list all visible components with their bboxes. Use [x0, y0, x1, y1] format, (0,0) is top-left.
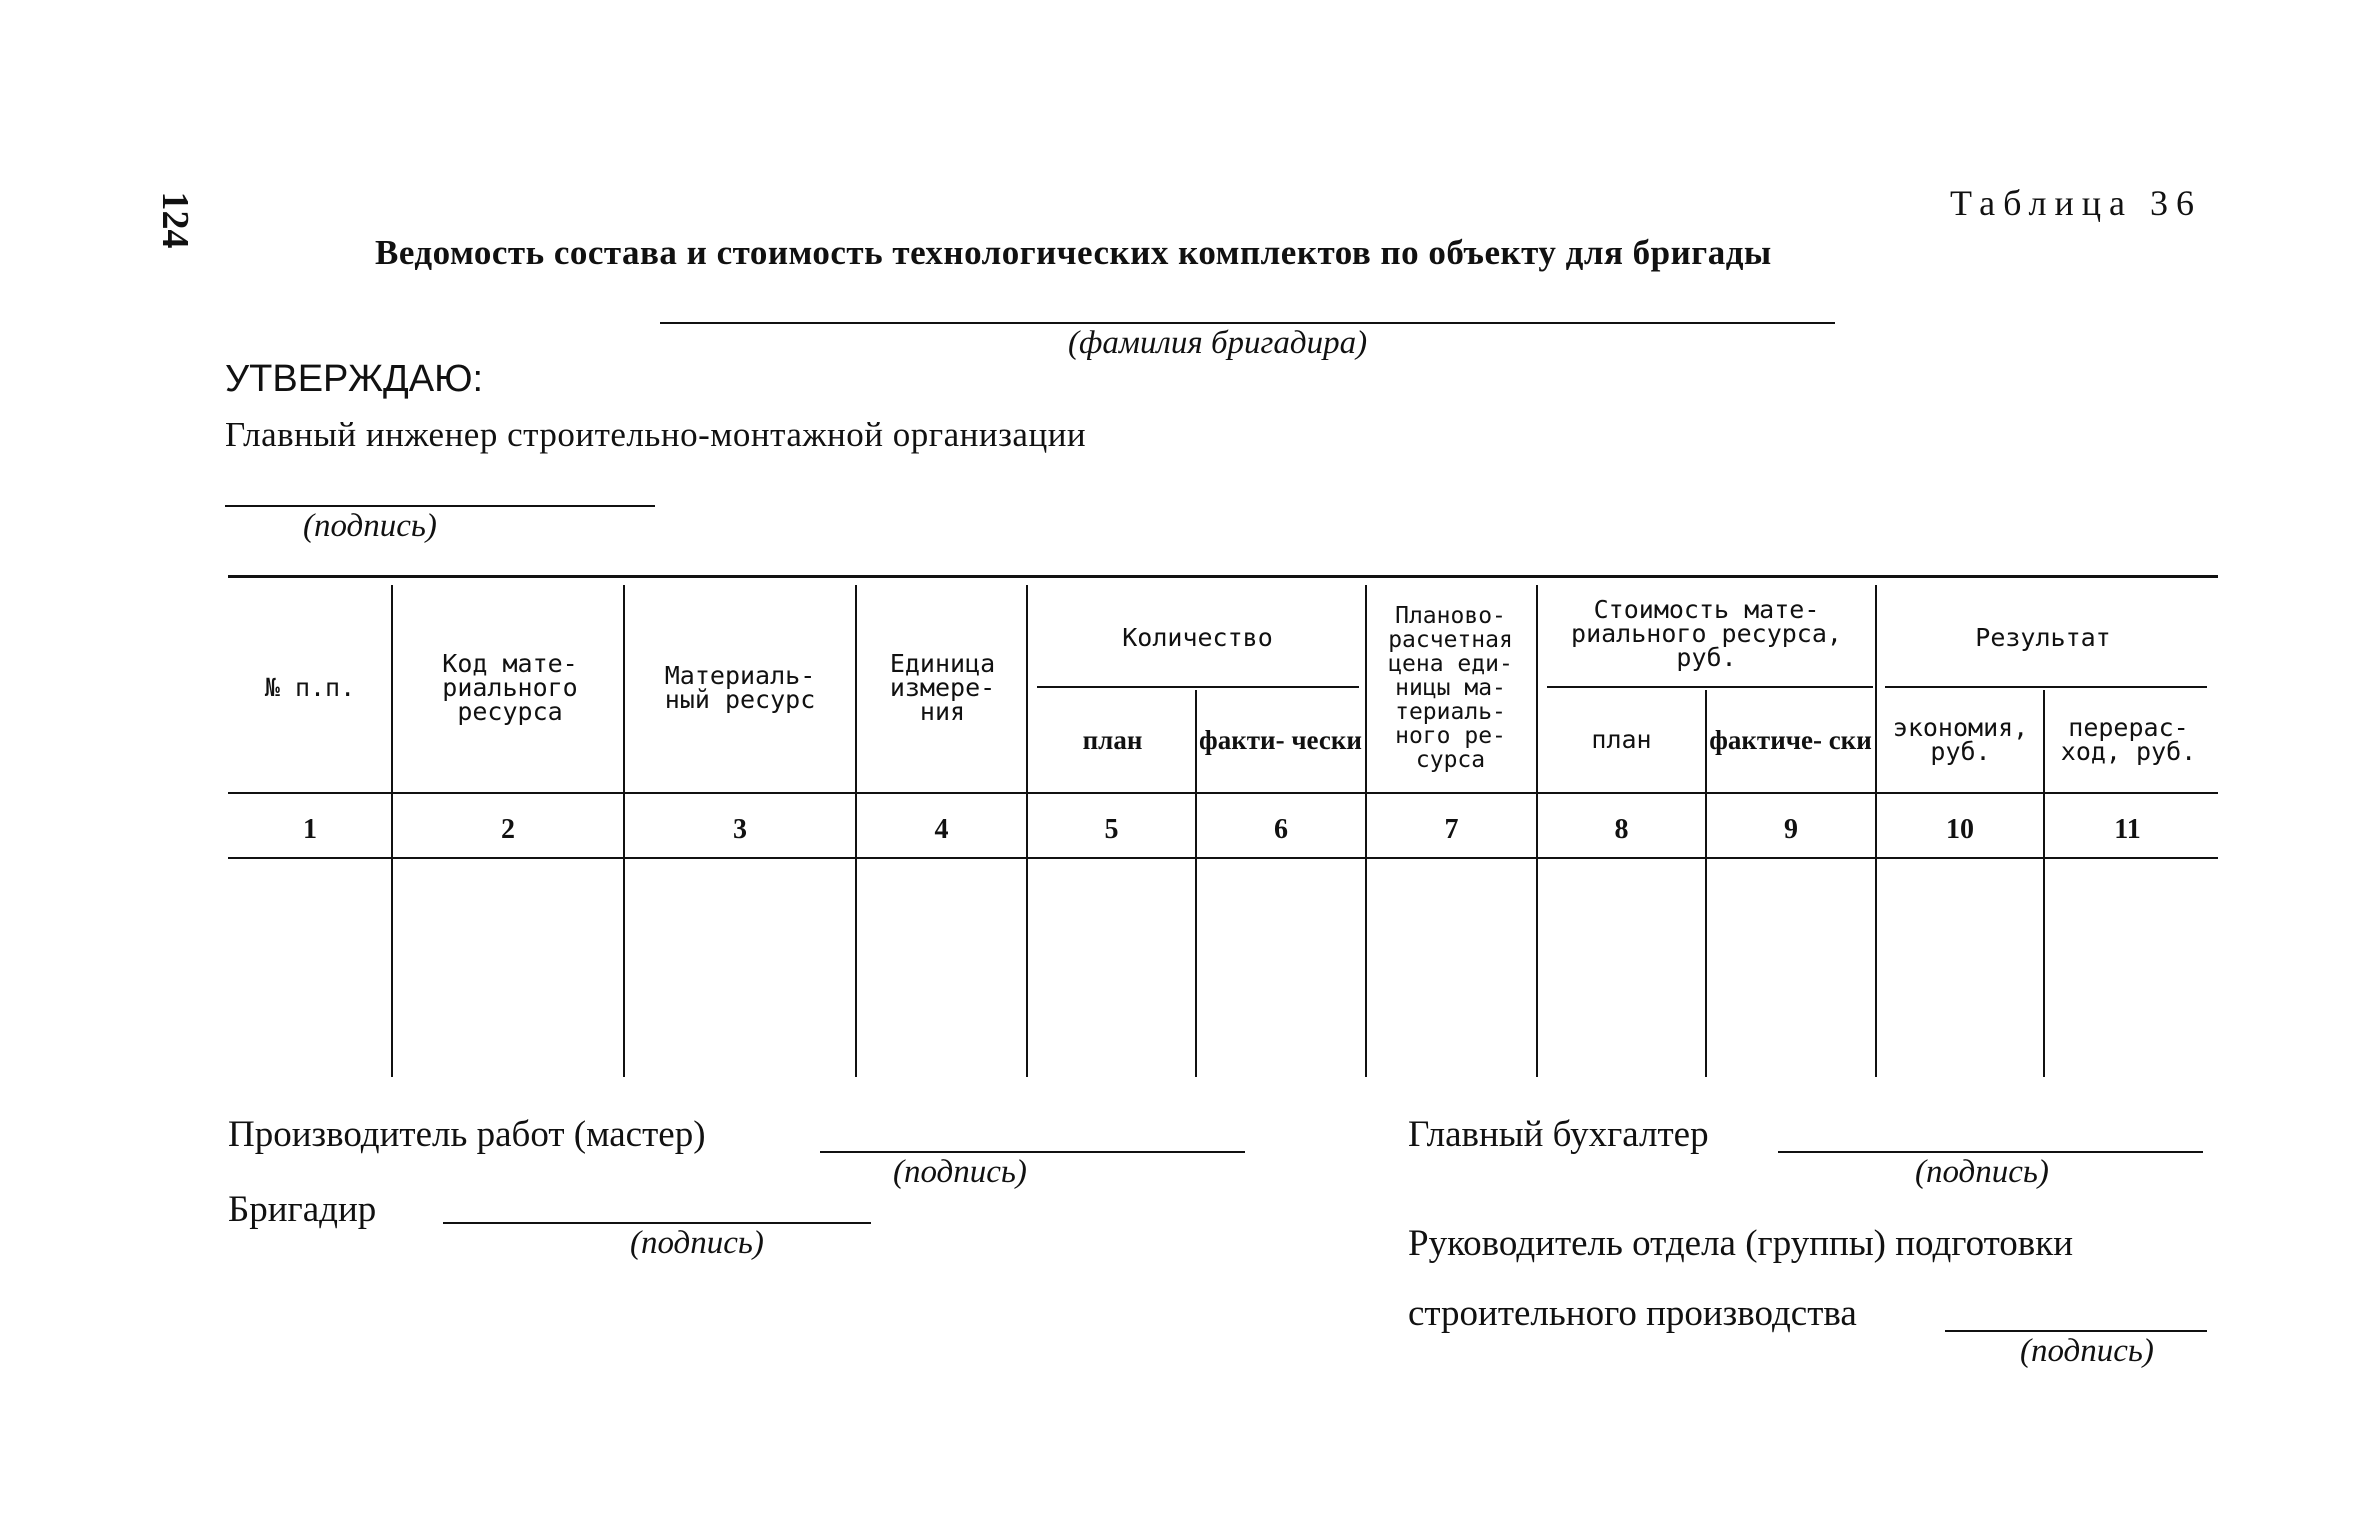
works-producer-label: Производитель работ (мастер) [228, 1114, 706, 1155]
brigadier-label: Бригадир [228, 1189, 377, 1230]
column-number-5: 5 [1104, 814, 1119, 845]
brigadier-signature-caption: (подпись) [630, 1225, 764, 1261]
result-subheader-rule [1885, 686, 2207, 688]
column-number-2: 2 [501, 814, 515, 845]
column-number-3: 3 [733, 814, 747, 845]
foreman-name-line [660, 322, 1835, 324]
column-number-8: 8 [1614, 814, 1629, 845]
header-price: Планово- расчетная цена еди- ницы ма- териаль- ного ре- сурса [1388, 602, 1513, 773]
column-number-7: 7 [1444, 814, 1459, 845]
header-material: Материаль- ный ресурс [664, 660, 816, 714]
brigadier-signature-line [443, 1222, 871, 1224]
dept-head-label-line2: строительного производства [1408, 1293, 1857, 1334]
header-economy: экономия, руб. [1892, 713, 2029, 766]
table-top-rule [228, 575, 2218, 578]
header-cost: Стоимость мате- риального ресурса, руб. [1571, 595, 1842, 672]
header-qty-fact: факти- чески [1199, 725, 1362, 755]
dept-head-signature-caption: (подпись) [2020, 1333, 2154, 1369]
col-rule-5 [1195, 690, 1197, 1077]
dept-head-signature-line [1945, 1330, 2207, 1332]
header-unit: Единица измере- ния [889, 648, 996, 726]
cost-subheader-rule [1547, 686, 1873, 688]
column-number-6: 6 [1274, 814, 1288, 845]
chief-accountant-signature-line [1778, 1151, 2203, 1153]
page-number: 124 [154, 191, 196, 249]
header-quantity: Количество [1122, 622, 1273, 652]
header-overrun: перерас- ход, руб. [2060, 713, 2197, 766]
table-label: Таблица 36 [1950, 183, 2202, 223]
column-number-9: 9 [1784, 814, 1798, 845]
chief-engineer-signature-line [225, 505, 655, 507]
quantity-subheader-rule [1037, 686, 1359, 688]
header-cost-plan: план [1591, 725, 1652, 754]
column-number-10: 10 [1946, 814, 1974, 845]
works-producer-signature-caption: (подпись) [893, 1154, 1027, 1190]
header-qty-plan: план [1082, 725, 1143, 755]
column-number-11: 11 [2114, 814, 2141, 845]
document-title: Ведомость состава и стоимость технологических комплектов по объекту для бригады [375, 233, 1772, 272]
chief-engineer-signature-caption: (подпись) [303, 508, 437, 544]
column-number-1: 1 [303, 814, 317, 845]
header-code: Код мате- риального ресурса [442, 648, 578, 726]
header-num: № п.п. [264, 672, 356, 702]
chief-engineer-label: Главный инженер строительно-монтажной организации [225, 415, 1087, 454]
approve-heading: УТВЕРЖДАЮ: [225, 358, 484, 400]
foreman-name-caption: (фамилия бригадира) [1068, 325, 1368, 361]
col-rule-10 [2043, 690, 2045, 1077]
chief-accountant-label: Главный бухгалтер [1408, 1114, 1709, 1155]
column-number-4: 4 [934, 814, 949, 845]
header-cost-fact: фактиче- ски [1709, 725, 1872, 755]
chief-accountant-signature-caption: (подпись) [1915, 1154, 2049, 1190]
col-rule-8 [1705, 690, 1707, 1077]
works-producer-signature-line [820, 1151, 1245, 1153]
header-result: Результат [1975, 622, 2111, 652]
table-numbers-bottom-rule [228, 857, 2218, 859]
dept-head-label-line1: Руководитель отдела (группы) подготовки [1408, 1223, 2074, 1264]
table-header-bottom-rule [228, 792, 2218, 794]
